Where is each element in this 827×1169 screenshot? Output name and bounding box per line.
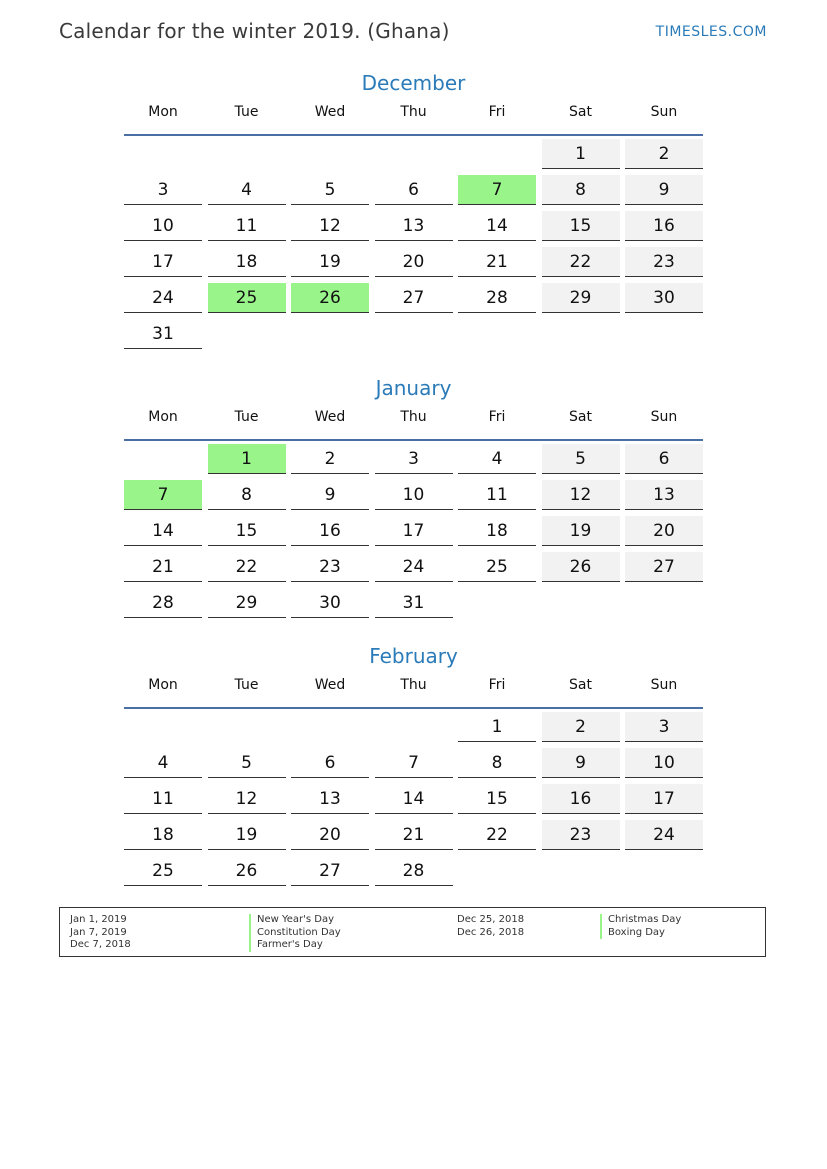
day-cell: 27	[375, 283, 453, 313]
weekday-sun: Sun	[650, 104, 678, 120]
weekday-fri: Fri	[488, 409, 506, 425]
day-cell: 10	[625, 748, 703, 778]
day-cell: 24	[625, 820, 703, 850]
day-cell: 10	[124, 211, 202, 241]
legend-right-names	[600, 914, 681, 939]
day-cell: 7	[375, 748, 453, 778]
weekday-sun: Sun	[650, 409, 678, 425]
day-cell: 2	[542, 712, 620, 742]
day-cell: 3	[625, 712, 703, 742]
day-cell: 19	[542, 516, 620, 546]
holiday-cell: 7	[458, 175, 536, 205]
legend-date: Jan 7, 2019	[70, 926, 127, 938]
day-cell: 2	[625, 139, 703, 169]
weekday-thu: Thu	[400, 104, 427, 120]
weekday-wed: Wed	[314, 677, 346, 693]
legend-name: Christmas Day	[600, 914, 681, 927]
legend-left-names	[249, 914, 341, 952]
weekday-header	[124, 409, 703, 435]
day-cell: 11	[124, 784, 202, 814]
day-cell: 15	[542, 211, 620, 241]
day-cell: 12	[208, 784, 286, 814]
legend-name: Boxing Day	[600, 927, 681, 940]
day-cell: 11	[458, 480, 536, 510]
month-january	[124, 375, 703, 613]
day-cell: 24	[124, 283, 202, 313]
legend-date: Dec 7, 2018	[70, 939, 131, 950]
day-cell: 14	[124, 516, 202, 546]
legend-date: Dec 25, 2018	[457, 914, 525, 925]
legend-left-dates	[70, 914, 131, 952]
weekday-sun: Sun	[650, 677, 678, 693]
day-cell: 19	[208, 820, 286, 850]
day-cell: 28	[458, 283, 536, 313]
day-cell: 6	[291, 748, 369, 778]
header-divider	[124, 707, 703, 709]
holiday-legend	[59, 907, 766, 957]
day-cell: 15	[208, 516, 286, 546]
day-cell: 21	[375, 820, 453, 850]
day-cell: 26	[208, 856, 286, 886]
header-divider	[124, 439, 703, 441]
day-cell: 30	[625, 283, 703, 313]
day-cell: 31	[124, 319, 202, 349]
weekday-tue: Tue	[234, 409, 259, 425]
day-cell: 27	[625, 552, 703, 582]
day-cell: 17	[124, 247, 202, 277]
day-cell: 31	[375, 588, 453, 618]
day-cell: 10	[375, 480, 453, 510]
day-cell: 21	[458, 247, 536, 277]
day-cell: 13	[625, 480, 703, 510]
day-cell: 18	[124, 820, 202, 850]
day-cell: 3	[124, 175, 202, 205]
weekday-wed: Wed	[314, 104, 346, 120]
legend-date: Jan 1, 2019	[70, 914, 127, 925]
day-cell: 8	[458, 748, 536, 778]
weekday-header	[124, 677, 703, 703]
month-title: February	[369, 644, 458, 668]
day-cell: 3	[375, 444, 453, 474]
legend-name: New Year's Day	[249, 914, 341, 927]
day-cell: 22	[458, 820, 536, 850]
day-cell: 19	[291, 247, 369, 277]
weekday-sat: Sat	[569, 677, 592, 693]
holiday-cell: 1	[208, 444, 286, 474]
day-cell: 14	[458, 211, 536, 241]
day-cell: 21	[124, 552, 202, 582]
day-cell: 5	[291, 175, 369, 205]
day-cell: 17	[375, 516, 453, 546]
day-cell: 9	[542, 748, 620, 778]
day-cell: 16	[542, 784, 620, 814]
day-cell: 23	[542, 820, 620, 850]
day-cell: 4	[208, 175, 286, 205]
legend-right-dates	[457, 914, 524, 939]
day-cell: 28	[124, 588, 202, 618]
holiday-cell: 25	[208, 283, 286, 313]
day-cell: 18	[458, 516, 536, 546]
header-divider	[124, 134, 703, 136]
weekday-sat: Sat	[569, 409, 592, 425]
month-title: January	[375, 376, 452, 400]
day-cell: 12	[291, 211, 369, 241]
day-cell: 1	[542, 139, 620, 169]
weekday-wed: Wed	[314, 409, 346, 425]
weekday-tue: Tue	[234, 104, 259, 120]
day-cell: 20	[291, 820, 369, 850]
page-title: Calendar for the winter 2019. (Ghana)	[59, 19, 450, 43]
day-cell: 1	[458, 712, 536, 742]
day-cell: 23	[625, 247, 703, 277]
day-cell: 13	[375, 211, 453, 241]
day-cell: 16	[625, 211, 703, 241]
legend-name: Constitution Day	[249, 927, 341, 940]
day-cell: 29	[542, 283, 620, 313]
month-february	[124, 643, 703, 881]
day-cell: 8	[542, 175, 620, 205]
day-cell: 30	[291, 588, 369, 618]
weekday-mon: Mon	[148, 409, 178, 425]
day-cell: 5	[208, 748, 286, 778]
legend-date: Dec 26, 2018	[457, 926, 525, 938]
day-cell: 9	[625, 175, 703, 205]
weekday-thu: Thu	[400, 409, 427, 425]
day-cell: 17	[625, 784, 703, 814]
day-cell: 5	[542, 444, 620, 474]
day-cell: 26	[542, 552, 620, 582]
site-link[interactable]: TIMESLES.COM	[655, 24, 767, 40]
day-cell: 15	[458, 784, 536, 814]
holiday-cell: 26	[291, 283, 369, 313]
month-title: December	[361, 71, 466, 95]
day-cell: 28	[375, 856, 453, 886]
day-cell: 16	[291, 516, 369, 546]
weekday-mon: Mon	[148, 677, 178, 693]
day-cell: 22	[208, 552, 286, 582]
day-cell: 23	[291, 552, 369, 582]
day-cell: 6	[625, 444, 703, 474]
day-cell: 24	[375, 552, 453, 582]
day-cell: 2	[291, 444, 369, 474]
day-cell: 12	[542, 480, 620, 510]
weekday-sat: Sat	[569, 104, 592, 120]
day-cell: 29	[208, 588, 286, 618]
day-cell: 13	[291, 784, 369, 814]
day-cell: 4	[458, 444, 536, 474]
day-cell: 8	[208, 480, 286, 510]
legend-name: Farmer's Day	[249, 939, 341, 952]
day-cell: 9	[291, 480, 369, 510]
day-cell: 27	[291, 856, 369, 886]
weekday-fri: Fri	[488, 677, 506, 693]
day-cell: 18	[208, 247, 286, 277]
holiday-cell: 7	[124, 480, 202, 510]
weekday-header	[124, 104, 703, 130]
day-cell: 20	[375, 247, 453, 277]
month-december	[124, 70, 703, 344]
weekday-mon: Mon	[148, 104, 178, 120]
day-cell: 22	[542, 247, 620, 277]
day-cell: 25	[124, 856, 202, 886]
day-cell: 20	[625, 516, 703, 546]
day-cell: 25	[458, 552, 536, 582]
weekday-thu: Thu	[400, 677, 427, 693]
day-cell: 14	[375, 784, 453, 814]
weekday-fri: Fri	[488, 104, 506, 120]
day-cell: 4	[124, 748, 202, 778]
day-cell: 6	[375, 175, 453, 205]
weekday-tue: Tue	[234, 677, 259, 693]
day-cell: 11	[208, 211, 286, 241]
